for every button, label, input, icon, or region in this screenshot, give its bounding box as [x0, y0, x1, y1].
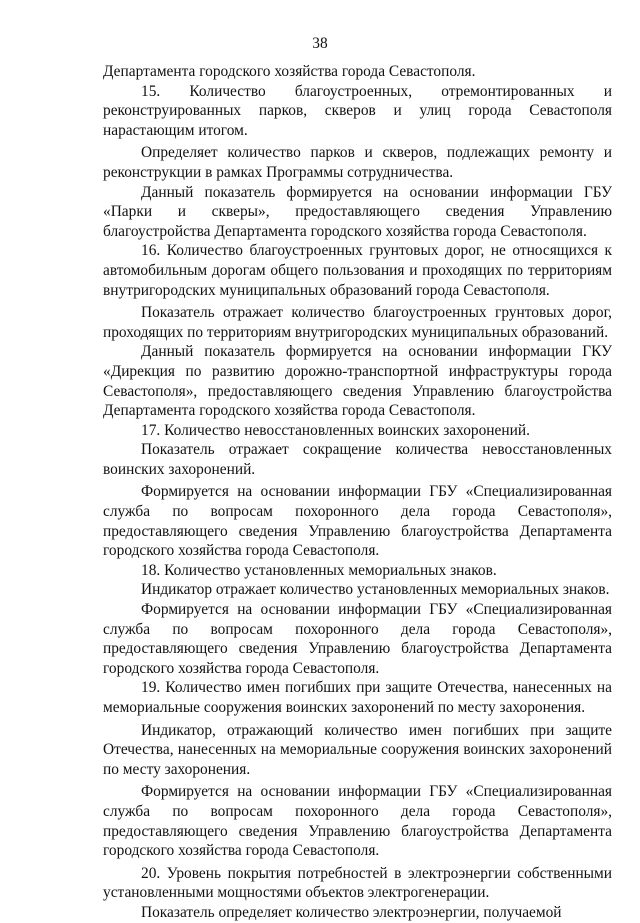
- page-number: 38: [312, 35, 328, 52]
- indicator-15-definition: Определяет количество парков и скверов, подлежащих ремонту и реконструкции в рамках Программы сотрудничества.: [103, 144, 612, 181]
- indicator-15-title: 15. Количество благоустроенных, отремонтированных и реконструированных парков, скверов и улиц города Севастополя нарастающим итогом.: [103, 82, 612, 139]
- indicator-16-definition: Показатель отражает количество благоустроенных грунтовых дорог, проходящих по территориям внутригородских муниципальных образований.: [103, 304, 612, 341]
- indicator-20-definition: Показатель определяет количество электроэнергии, получаемой: [141, 903, 562, 921]
- indicator-18-source: Формируется на основании информации ГБУ «Специализированная служба по вопросам похоронного дела города Севастополя», предоставляющего сведения Управлению благоустройства Департамента городского хозяйства города Севастополя.: [103, 601, 612, 677]
- indicator-20-title: 20. Уровень покрытия потребностей в электроэнергии собственными установленными мощностями объектов электрогенерации.: [103, 864, 612, 902]
- indicator-17-title: 17. Количество невосстановленных воинских захоронений.: [141, 421, 530, 439]
- indicator-19-definition: Индикатор, отражающий количество имен погибших при защите Отечества, нанесенных на мемориальные сооружения воинских захоронений по месту захоронения.: [103, 721, 612, 778]
- indicator-18-definition: Индикатор отражает количество установленных мемориальных знаков.: [141, 581, 610, 599]
- indicator-19-source: Формируется на основании информации ГБУ «Специализированная служба по вопросам похоронного дела города Севастополя», предоставляющего сведения Управлению благоустройства Департамента городского хозяйства города Севастополя.: [103, 783, 612, 860]
- indicator-17-source: Формируется на основании информации ГБУ «Специализированная служба по вопросам похоронного дела города Севастополя», предоставляющего сведения Управлению благоустройства Департамента городского хозяйства города Севастополя.: [103, 483, 612, 560]
- indicator-16-source: Данный показатель формируется на основании информации ГКУ «Дирекция по развитию дорожно-транспортной инфраструктуры города Севастополя», предоставляющего сведения Управлению благоустройства Департамента городского хозяйства города Севастополя.: [103, 343, 612, 420]
- paragraph-continuation: Департамента городского хозяйства города Севастополя.: [103, 63, 476, 80]
- indicator-15-source: Данный показатель формируется на основании информации ГБУ «Парки и скверы», предоставляющего сведения Управлению благоустройства Департамента городского хозяйства города Севастополя.: [103, 183, 612, 240]
- indicator-19-title: 19. Количество имен погибших при защите Отечества, нанесенных на мемориальные сооружения воинских захоронений по месту захоронения.: [103, 679, 612, 716]
- indicator-18-title: 18. Количество установленных мемориальных знаков.: [141, 561, 497, 579]
- indicator-16-title: 16. Количество благоустроенных грунтовых дорог, не относящихся к автомобильным дорогам общего пользования и проходящих по территориям внутригородских муниципальных образований города Севастополя.: [103, 242, 612, 299]
- indicator-17-definition: Показатель отражает сокращение количества невосстановленных воинских захоронений.: [103, 441, 612, 478]
- document-body: [103, 62, 612, 923]
